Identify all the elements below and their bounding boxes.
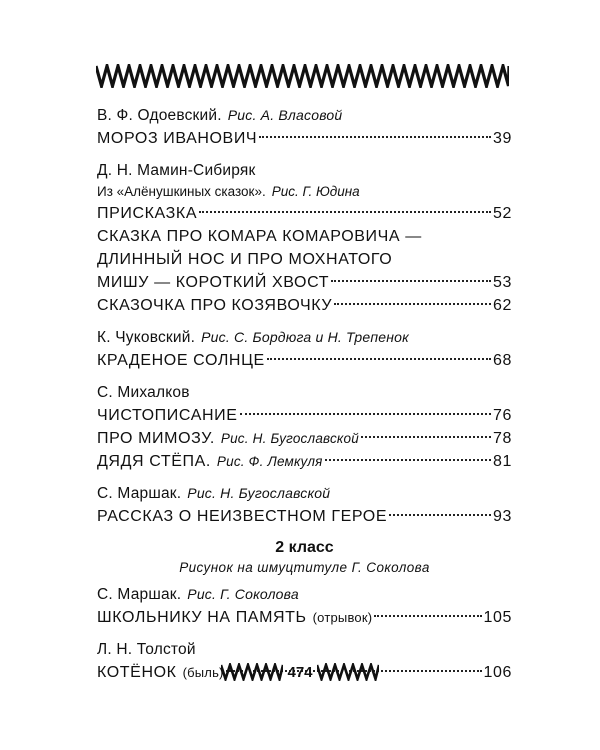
dot-leader (361, 436, 491, 438)
author-name: В. Ф. Одоевский. (97, 107, 222, 124)
entry-title: КРАДЕНОЕ СОЛНЦЕ (97, 352, 265, 369)
entry-title: МОРОЗ ИВАНОВИЧ (97, 130, 258, 147)
author-line (97, 159, 512, 182)
toc-entry[interactable] (97, 404, 512, 427)
entry-page: 52 (493, 205, 512, 222)
author-name: Л. Н. Толстой (97, 641, 196, 658)
illustrator-credit: Рис. Г. Соколова (187, 586, 299, 602)
illustrator-credit: Рис. Н. Бугославской (187, 485, 331, 501)
illustrator-credit: Рис. С. Бордюга и Н. Трепенок (201, 329, 409, 345)
entry-note: (быль) (182, 665, 224, 680)
author-line (97, 381, 512, 404)
entry-title: ДЯДЯ СТЁПА. (97, 453, 211, 470)
entry-title: СКАЗОЧКА ПРО КОЗЯВОЧКУ (97, 297, 333, 314)
page-number: 474 (287, 663, 313, 681)
entry-page: 105 (483, 609, 512, 626)
author-name: С. Михалков (97, 384, 190, 401)
author-name: С. Маршак. (97, 485, 182, 502)
footer-ornament-right (317, 663, 379, 681)
entry-page: 39 (493, 130, 512, 147)
entry-title-line[interactable]: СКАЗКА ПРО КОМАРА КОМАРОВИЧА — (97, 228, 422, 245)
dot-leader (331, 280, 491, 282)
toc-group (97, 326, 512, 372)
toc-entry[interactable] (97, 271, 512, 294)
entry-page: 62 (493, 297, 512, 314)
toc-entry[interactable] (97, 294, 512, 317)
dot-leader (267, 358, 491, 360)
footer-ornament-left (221, 663, 283, 681)
dot-leader (199, 211, 491, 213)
author-line (97, 104, 512, 127)
top-zigzag-border (96, 64, 509, 88)
dot-leader (334, 303, 491, 305)
entry-page: 53 (493, 274, 512, 291)
toc-entry[interactable] (97, 606, 512, 629)
entry-title: МИШУ — КОРОТКИЙ ХВОСТ (97, 274, 330, 291)
toc-entry[interactable] (97, 450, 512, 473)
author-name: К. Чуковский. (97, 329, 196, 346)
entry-page: 78 (493, 430, 512, 447)
author-name: Д. Н. Мамин-Сибиряк (97, 162, 256, 179)
entry-title: ЧИСТОПИСАНИЕ (97, 407, 238, 424)
section-heading (97, 537, 512, 577)
table-of-contents (97, 104, 512, 693)
author-line (97, 482, 512, 505)
toc-group (97, 104, 512, 150)
author-name: С. Маршак. (97, 586, 182, 603)
toc-entry[interactable] (97, 127, 512, 150)
entry-title: ПРО МИМОЗУ. (97, 430, 215, 447)
entry-page: 81 (493, 453, 512, 470)
entry-title-line[interactable]: ДЛИННЫЙ НОС И ПРО МОХНАТОГО (97, 251, 393, 268)
author-line (97, 638, 512, 661)
collection-line (97, 182, 512, 202)
collection-title: Из «Алёнушкиных сказок». (97, 184, 266, 199)
entry-note: (отрывок) (312, 610, 373, 625)
illustrator-credit: Рис. А. Власовой (227, 107, 343, 123)
toc-group (97, 381, 512, 473)
author-line (97, 583, 512, 606)
section-illustration-note: Рисунок на шмуцтитуле Г. Соколова (179, 560, 430, 575)
toc-group (97, 159, 512, 317)
entry-title: ПРИСКАЗКА (97, 205, 198, 222)
entry-page: 93 (493, 508, 512, 525)
page-footer (0, 663, 600, 681)
dot-leader (389, 514, 491, 516)
entry-title: ШКОЛЬНИКУ НА ПАМЯТЬ (97, 609, 307, 626)
toc-entry[interactable] (97, 427, 512, 450)
toc-group (97, 583, 512, 629)
toc-entry[interactable] (97, 349, 512, 372)
toc-group (97, 482, 512, 528)
entry-page: 76 (493, 407, 512, 424)
author-line (97, 326, 512, 349)
dot-leader (325, 459, 491, 461)
entry-page: 68 (493, 352, 512, 369)
dot-leader (259, 136, 491, 138)
dot-leader (240, 413, 492, 415)
illustrator-credit: Рис. Н. Бугославской (220, 431, 359, 446)
illustrator-credit: Рис. Ф. Лемкуля (216, 454, 323, 469)
toc-entry[interactable] (97, 505, 512, 528)
entry-title: КОТЁНОК (97, 664, 177, 681)
entry-title: РАССКАЗ О НЕИЗВЕСТНОМ ГЕРОЕ (97, 508, 388, 525)
dot-leader (374, 615, 481, 617)
entry-page: 106 (483, 664, 512, 681)
grade-heading: 2 класс (275, 539, 334, 556)
toc-entry[interactable] (97, 202, 512, 225)
illustrator-credit: Рис. Г. Юдина (271, 184, 360, 199)
